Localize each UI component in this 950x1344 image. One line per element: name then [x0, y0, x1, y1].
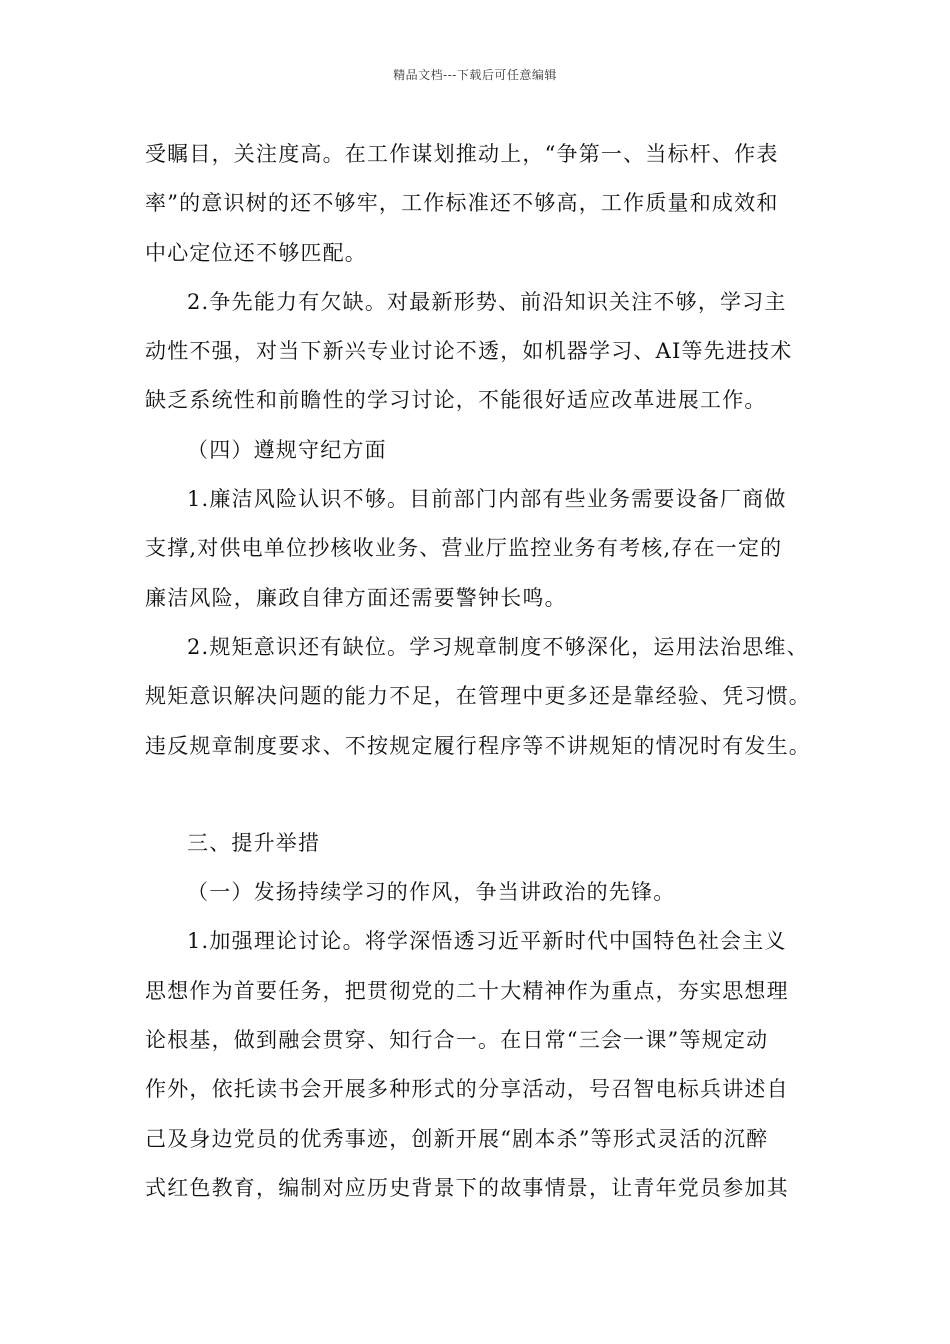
- text-line: 规矩意识解决问题的能力不足，在管理中更多还是靠经验、凭习惯。: [145, 684, 811, 709]
- paragraph-start: 1.廉洁风险认识不够。目前部门内部有些业务需要设备厂商做: [187, 487, 787, 512]
- text-line: 中心定位还不够匹配。: [145, 240, 367, 265]
- text-line: 率”的意识树的还不够牢，工作标准还不够高，工作质量和成效和: [145, 191, 779, 216]
- text-line: 违反规章制度要求、不按规定履行程序等不讲规矩的情况时有发生。: [145, 733, 811, 758]
- paragraph-start: 1.加强理论讨论。将学深悟透习近平新时代中国特色社会主义: [187, 929, 787, 954]
- text-line: 受瞩目，关注度高。在工作谋划推动上，“争第一、当标杆、作表: [145, 142, 779, 166]
- text-line: 己及身边党员的优秀事迹，创新开展“剧本杀”等形式灵活的沉醉: [145, 1126, 769, 1151]
- text-line: 动性不强，对当下新兴专业讨论不透，如机器学习、AI等先进技术: [145, 339, 793, 364]
- paragraph-start: 2.规矩意识还有缺位。学习规章制度不够深化，运用法治思维、: [187, 634, 809, 659]
- paragraph-start: 2.争先能力有欠缺。对最新形势、前沿知识关注不够，学习主: [187, 289, 787, 314]
- section-heading: （四）遵规守纪方面: [187, 437, 387, 462]
- text-line: 论根基，做到融会贯穿、知行合一。在日常“三会一课”等规定动: [145, 1028, 769, 1053]
- paragraph-gap: [145, 771, 825, 819]
- page-header: 精品文档---下载后可任意编辑: [393, 68, 557, 82]
- text-line: 缺乏系统性和前瞻性的学习讨论，不能很好适应改革进展工作。: [145, 388, 767, 413]
- text-line: 作外，依托读书会开展多种形式的分享活动，号召智电标兵讲述自: [145, 1077, 789, 1102]
- text-line: 支撑,对供电单位抄核收业务、营业厅监控业务有考核,存在一定的: [145, 536, 783, 561]
- text-line: 思想作为首要任务，把贯彻党的二十大精神作为重点，夯实思想理: [145, 978, 789, 1003]
- document-body: [145, 130, 825, 1213]
- section-heading: （一）发扬持续学习的作风，争当讲政治的先锋。: [187, 880, 676, 905]
- chapter-heading: 三、提升举措: [187, 830, 321, 855]
- text-line: 式红色教育，编制对应历史背景下的故事情景，让青年党员参加其: [145, 1175, 789, 1200]
- text-line: 廉洁风险，廉政自律方面还需要警钟长鸣。: [145, 585, 567, 610]
